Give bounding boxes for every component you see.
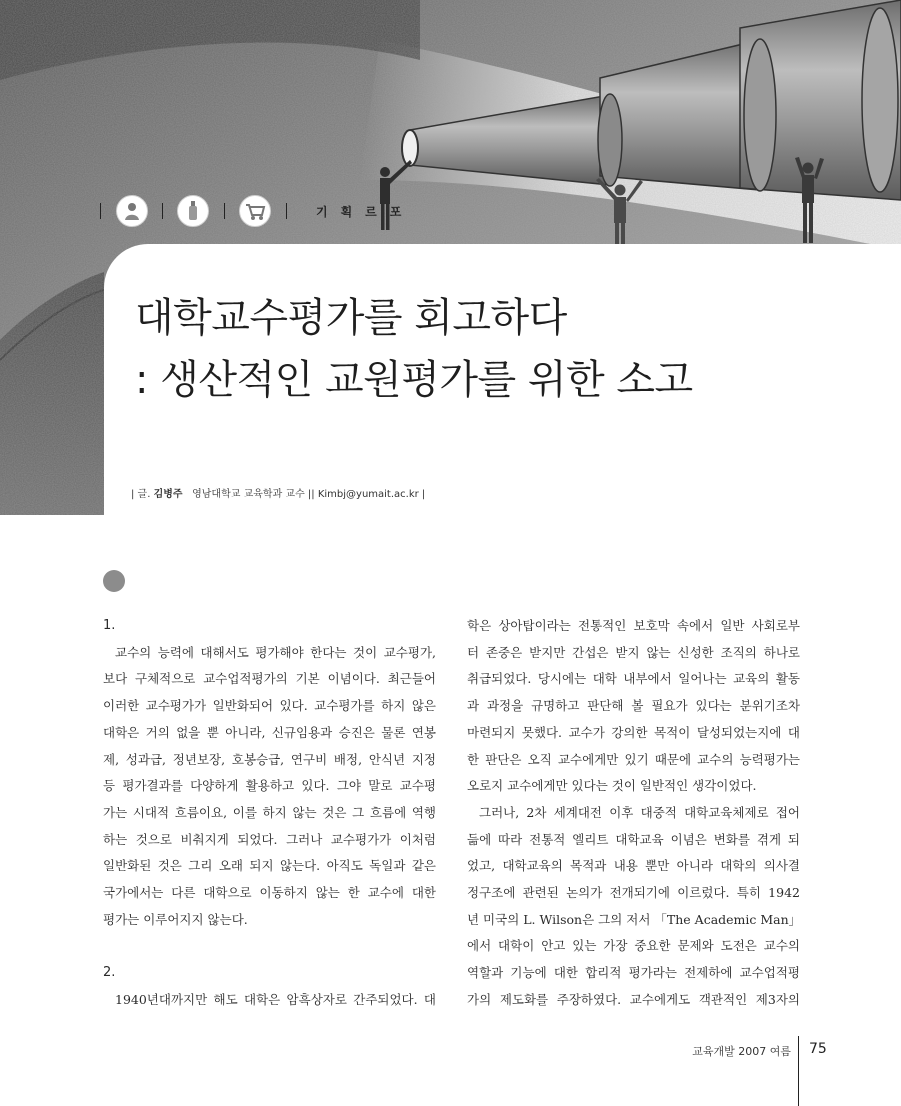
- title-card: [104, 244, 901, 516]
- footer-rule: [798, 1036, 799, 1106]
- byline-author: 김병주: [153, 489, 183, 500]
- paragraph-line: 국가에서는 다른 대학으로 이동하지 않는 한 교수에 대한: [103, 885, 436, 901]
- section-label: 기획르포: [316, 205, 415, 219]
- paragraph-line: 평가는 이루어지지 않는다.: [103, 911, 248, 927]
- byline: [131, 485, 425, 500]
- paragraph-line: 그러나, 2차 세계대전 이후 대중적 대학교육체제로 접어: [479, 804, 800, 820]
- paragraph-line: 역할과 기능에 대한 합리적 평가라는 전제하에 교수업적평: [467, 965, 800, 981]
- divider: [162, 203, 163, 219]
- divider: [100, 203, 101, 219]
- paragraph-line: 년 미국의 L. Wilson은 그의 저서 「The Academic Man」: [467, 911, 802, 927]
- article-title-line-1: 대학교수평가를 회고하다: [135, 295, 567, 341]
- paragraph-line: 한 판단은 오직 교수에게만 있기 때문에 교수의 능력평가는: [467, 751, 800, 767]
- paragraph-line: 마련되지 못했다. 교수가 강의한 목적이 달성되었는지에 대: [467, 724, 800, 740]
- section-number: 1.: [103, 618, 116, 633]
- section-number: 2.: [103, 965, 116, 981]
- paragraph-line: 대학은 거의 없을 뿐 아니라, 신규임용과 승진은 물론 연봉: [103, 724, 436, 740]
- paragraph-line: 에서 대학이 안고 있는 가장 중요한 문제와 도전은 교수의: [467, 938, 800, 954]
- paragraph-line: 듦에 따라 전통적 엘리트 대학교육 이념은 변화를 겪게 되: [467, 831, 800, 847]
- body-column-right: [467, 613, 800, 1014]
- cart-icon: [239, 195, 271, 227]
- paragraph-line: 과 과정을 규명하고 판단해 볼 필요가 있다는 분위기조차: [467, 698, 800, 714]
- paragraph-line: 교수의 능력에 대해서도 평가해야 한다는 것이 교수평가,: [115, 644, 436, 660]
- paragraph-line: 었고, 대학교육의 목적과 내용 뿐만 아니라 대학의 의사결: [467, 858, 800, 874]
- publication-name: 교육개발 2007 여름: [692, 1045, 791, 1058]
- paragraph-line: 터 존중은 받지만 간섭은 받지 않는 신성한 조직의 하나로: [467, 644, 800, 660]
- paragraph-line: 오로지 교수에게만 있다는 것이 일반적인 생각이었다.: [467, 778, 757, 794]
- bottle-icon: [177, 195, 209, 227]
- divider: [224, 203, 225, 219]
- paragraph-line: 1940년대까지만 해도 대학은 암흑상자로 간주되었다. 대: [115, 991, 436, 1007]
- paragraph-line: 등 평가결과를 다양하게 활용하고 있다. 그야 말로 교수평: [103, 778, 436, 794]
- paragraph-line: 제, 성과급, 정년보장, 호봉승급, 연구비 배정, 안식년 지정: [103, 751, 436, 767]
- paragraph-line: 보다 구체적으로 교수업적평가의 기본 이념이다. 최근들어: [103, 671, 436, 687]
- paragraph-line: 학은 상아탑이라는 전통적인 보호막 속에서 일반 사회로부: [467, 618, 800, 633]
- grey-bullet-dot: [103, 570, 125, 592]
- paragraph-line: 이러한 교수평가가 일반화되어 있다. 교수평가를 하지 않은: [103, 698, 436, 714]
- byline-prefix: | 글.: [131, 489, 151, 500]
- byline-affiliation: 영남대학교 교육학과 교수 || Kimbj@yumait.ac.kr |: [192, 489, 426, 500]
- page-number: 75: [809, 1041, 827, 1057]
- paragraph-line: 일반화된 것은 그리 오래 되지 않는다. 아직도 독일과 같은: [103, 858, 436, 874]
- divider: [286, 203, 287, 219]
- paragraph-line: 가는 시대적 흐름이요, 이를 하지 않는 것은 그 흐름에 역행: [103, 804, 436, 820]
- paragraph-line: 취급되었다. 당시에는 대학 내부에서 일어나는 교육의 활동: [467, 671, 800, 687]
- paragraph-line: 가의 제도화를 주장하였다. 교수에게도 객관적인 제3자의: [467, 991, 800, 1007]
- paragraph-line: 하는 것으로 비춰지게 되었다. 그러나 교수평가가 이처럼: [103, 831, 436, 847]
- paragraph-line: 정구조에 관련된 논의가 전개되기에 이르렀다. 특히 1942: [467, 885, 800, 901]
- article-title-line-2: : 생산적인 교원평가를 위한 소고: [135, 357, 693, 403]
- body-column-left: [103, 613, 436, 1014]
- bust-icon: [116, 195, 148, 227]
